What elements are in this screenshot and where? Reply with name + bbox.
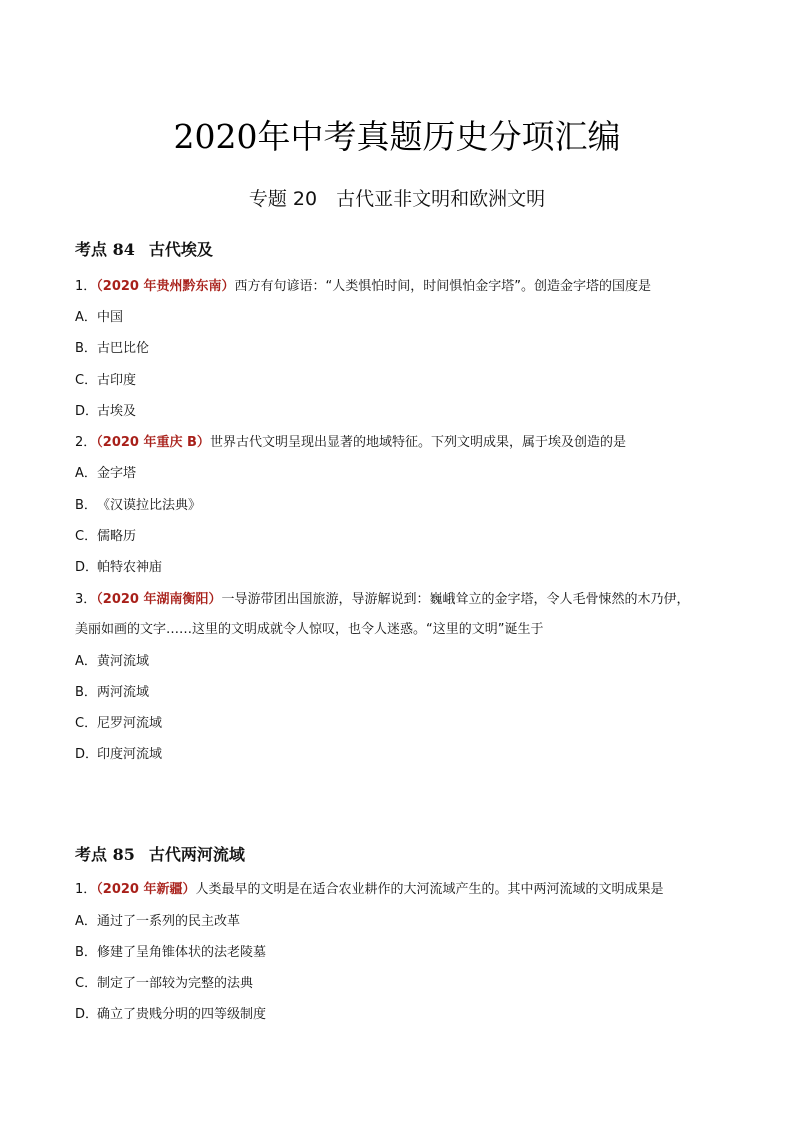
option-d: D．帕特农神庙	[75, 560, 163, 575]
section-title: 古代埃及	[148, 240, 213, 259]
question-text: 西方有句谚语：“人类惧怕时间，时间惧怕金字塔”。创造金字塔的国度是	[234, 279, 651, 294]
option-b: B．两河流域	[75, 685, 150, 700]
option-d: D．古埃及	[75, 404, 137, 419]
section-heading-85	[75, 843, 245, 867]
question-stem	[75, 590, 725, 610]
question-number: 1．	[75, 279, 97, 294]
option-c: C．制定了一部较为完整的法典	[75, 976, 254, 991]
question-stem	[75, 433, 725, 453]
option-d: D．确立了贵贱分明的四等级制度	[75, 1007, 267, 1022]
option-c: C．儒略历	[75, 529, 137, 544]
question-source: （2020 年新疆）	[96, 882, 196, 897]
option-b: B．修建了呈角锥体状的法老陵墓	[75, 945, 267, 960]
section-number: 考点 85	[75, 845, 135, 864]
question-source: （2020 年贵州黔东南）	[96, 279, 235, 294]
question-text: 世界古代文明呈现出显著的地域特征。下列文明成果，属于埃及创造的是	[209, 435, 626, 450]
question-source: （2020 年重庆 B）	[96, 435, 210, 450]
option-b: B．《汉谟拉比法典》	[75, 498, 202, 513]
section-title: 古代两河流域	[148, 845, 245, 864]
option-a: A．黄河流域	[75, 654, 150, 669]
option-c: C．古印度	[75, 373, 137, 388]
question-text: 一导游带团出国旅游，导游解说到：巍峨耸立的金字塔，令人毛骨悚然的木乃伊，	[221, 592, 690, 607]
question-number: 2．	[75, 435, 97, 450]
option-c: C．尼罗河流域	[75, 716, 163, 731]
question-text-continued: 美丽如画的文字……这里的文明成就令人惊叹，也令人迷惑。“这里的文明”诞生于	[75, 622, 544, 637]
option-d: D．印度河流域	[75, 747, 163, 762]
page-subtitle: 专题 20 古代亚非文明和欧洲文明	[248, 188, 546, 210]
question-source: （2020 年湖南衡阳）	[96, 592, 222, 607]
question-text: 人类最早的文明是在适合农业耕作的大河流域产生的。其中两河流域的文明成果是	[195, 882, 664, 897]
option-b: B．古巴比伦	[75, 341, 150, 356]
page-title: 2020年中考真题历史分项汇编	[173, 117, 621, 156]
section-number: 考点 84	[75, 240, 135, 259]
section-heading-84	[75, 238, 213, 262]
option-a: A．中国	[75, 310, 124, 325]
question-stem	[75, 880, 725, 900]
question-stem	[75, 277, 725, 297]
question-number: 3．	[75, 592, 97, 607]
option-a: A．金字塔	[75, 466, 137, 481]
question-number: 1．	[75, 882, 97, 897]
option-a: A．通过了一系列的民主改革	[75, 914, 241, 929]
